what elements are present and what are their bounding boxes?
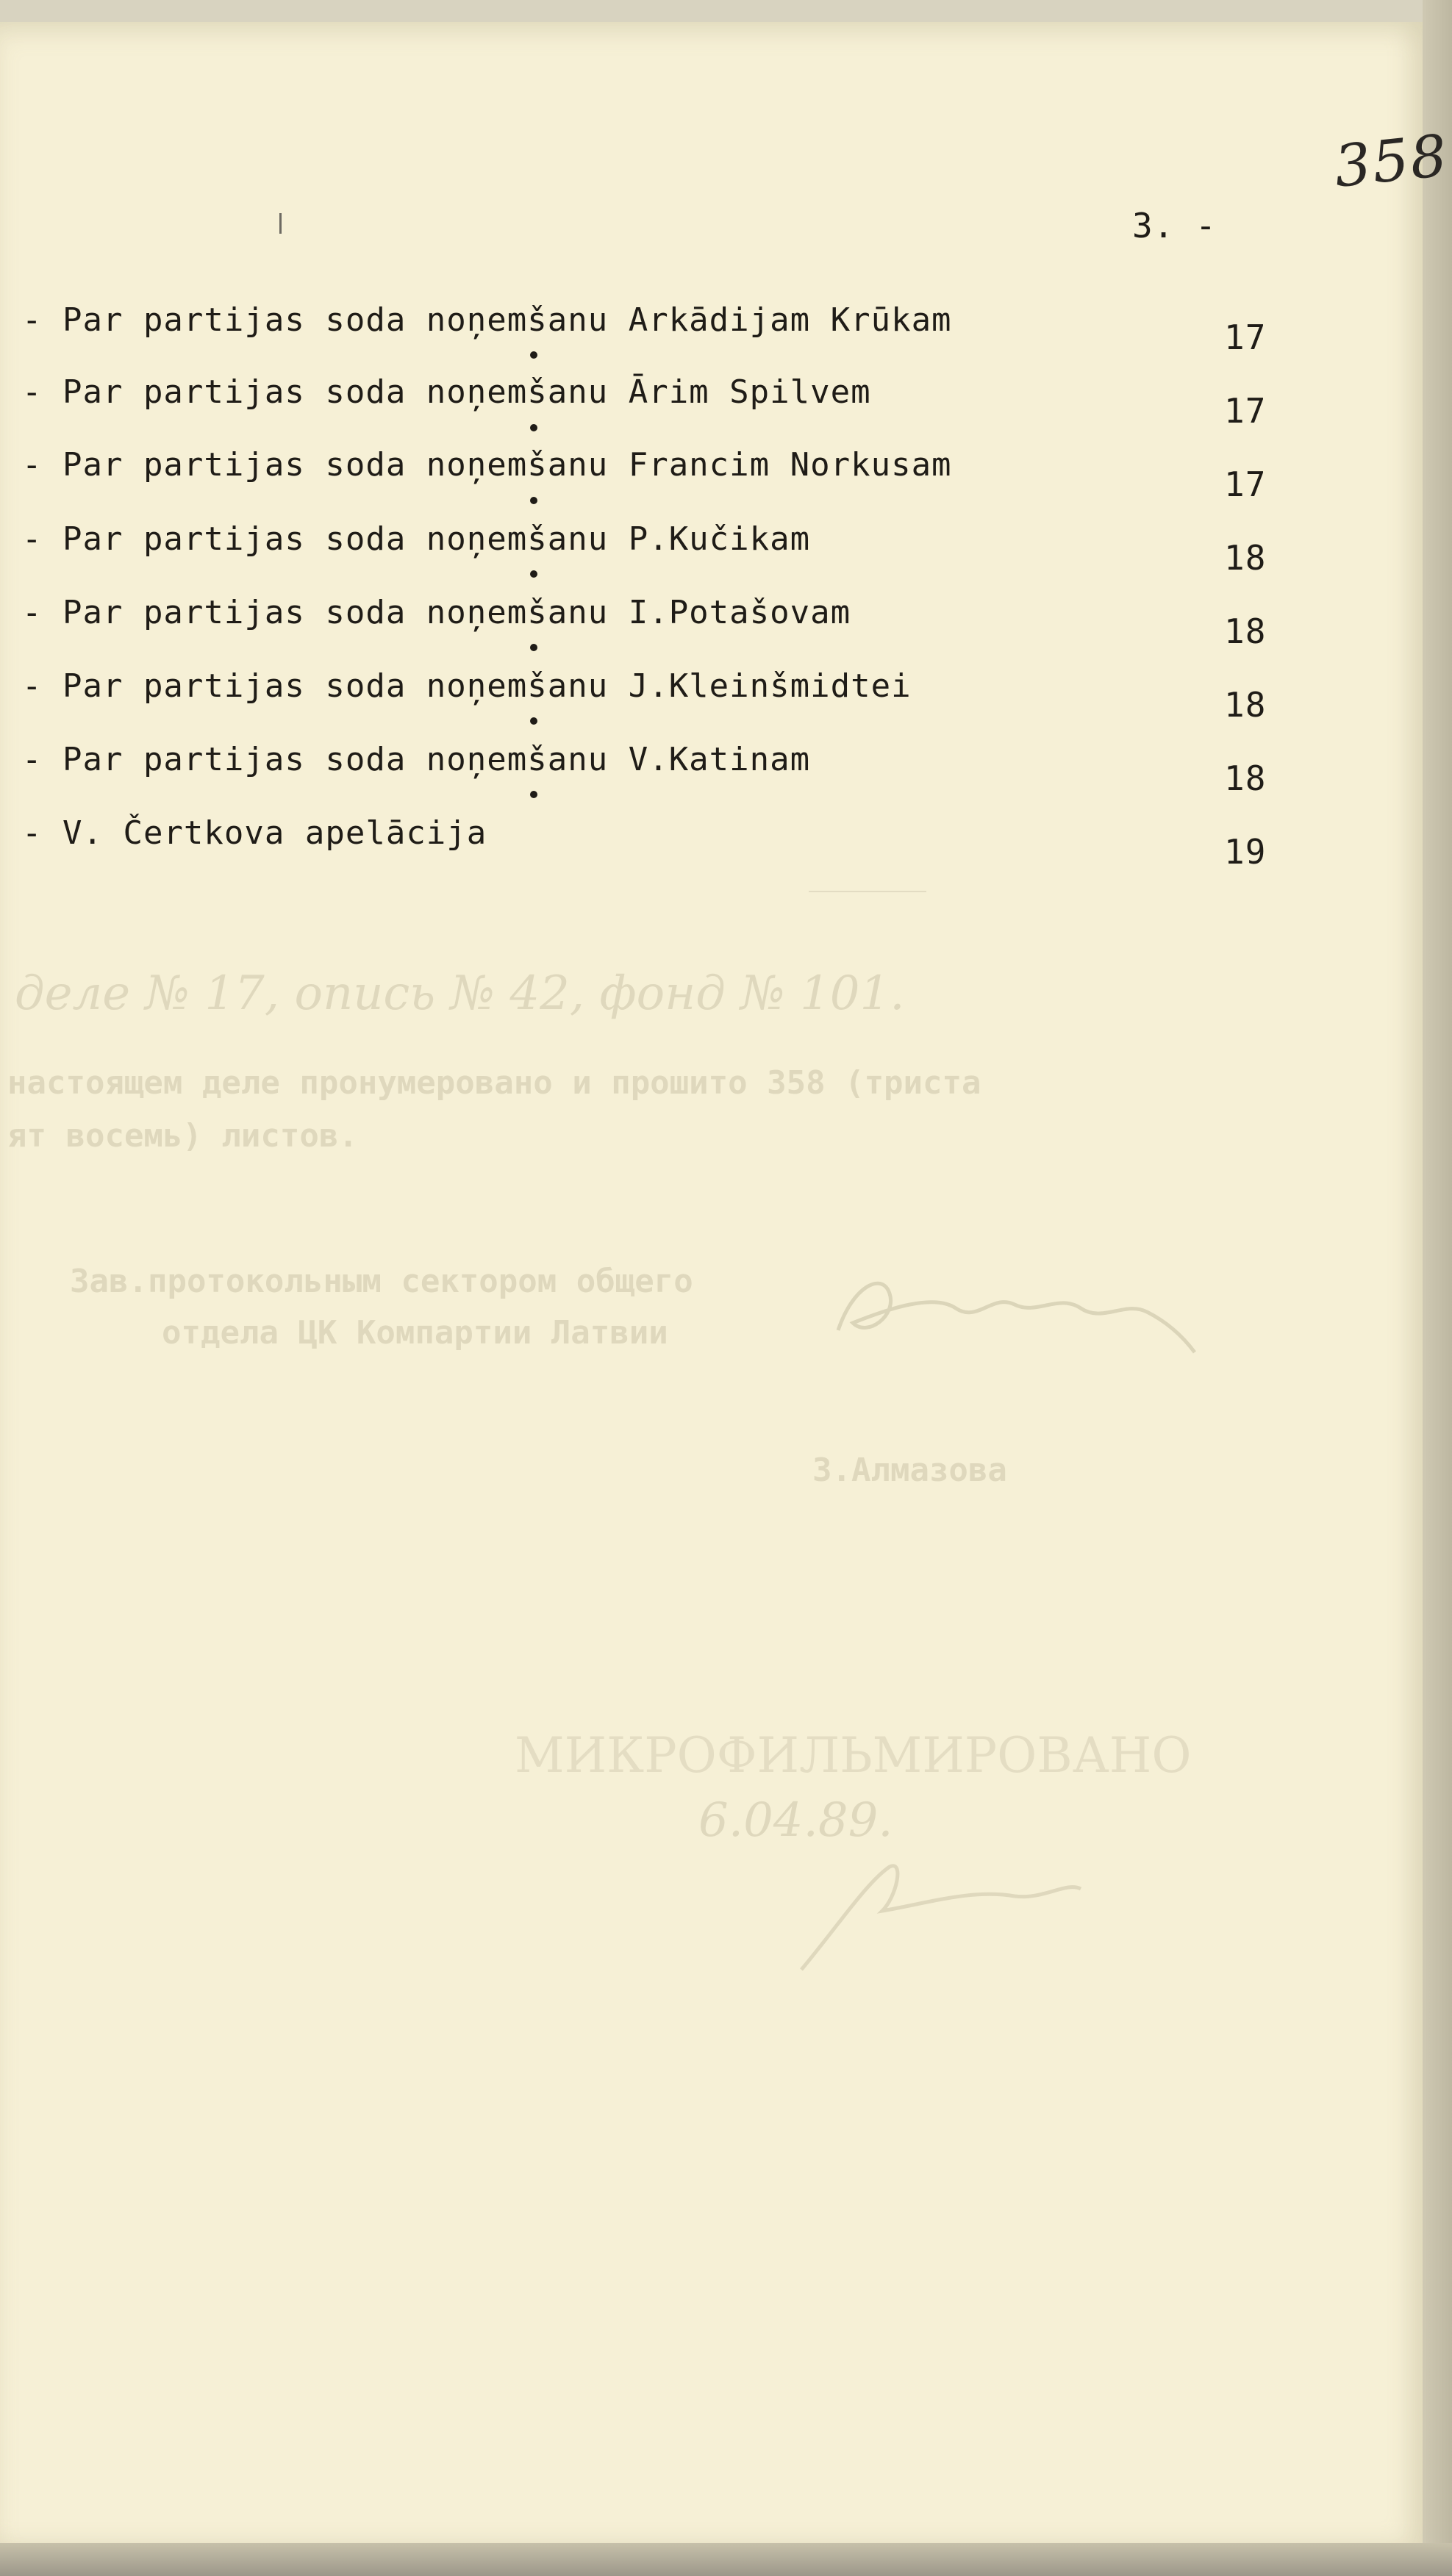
bleed-stamp: МИКРОФИЛЬМИРОВАНО — [515, 1727, 1192, 1784]
list-item-text: - V. Čertkova apelācija — [22, 814, 487, 852]
list-item-text: - Par partijas soda noņemšanu I.Potašovam — [22, 594, 851, 631]
bleed-stamp-date: 6.04.89. — [698, 1793, 893, 1848]
list-item-page: 18 — [1224, 758, 1267, 798]
list-item-text: - Par partijas soda noņemšanu P.Kučikam — [22, 520, 811, 558]
bleed-count-line-2: ят восемь) листов. — [7, 1117, 358, 1155]
ink-dot — [530, 497, 537, 504]
sheet-right-edge — [1423, 0, 1452, 2576]
ink-dot — [530, 570, 537, 578]
bleed-signature — [823, 1242, 1206, 1382]
sheet-bottom-edge — [0, 2543, 1452, 2576]
list-item-text: - Par partijas soda noņemšanu Ārim Spilvem — [22, 373, 871, 411]
bleed-archive-line: деле № 17, опись № 42, фонд № 101. — [15, 966, 905, 1021]
handwritten-page-number: 358 — [1331, 123, 1452, 201]
list-item-text: - Par partijas soda noņemšanu V.Katinam — [22, 741, 811, 778]
ink-dot — [530, 644, 537, 651]
list-item-page: 17 — [1224, 391, 1267, 431]
ink-dot — [530, 717, 537, 725]
list-item-page: 18 — [1224, 538, 1267, 578]
ink-dot — [530, 424, 537, 431]
bleed-count-line-1: настоящем деле пронумеровано и прошито 358 (триста — [7, 1064, 981, 1102]
list-item-text: - Par partijas soda noņemšanu J.Kleinšmidtei — [22, 667, 912, 705]
bleed-official-line-1: Зав.протокольным сектором общего — [70, 1263, 693, 1300]
list-item-page: 19 — [1224, 832, 1267, 872]
list-item-text: - Par partijas soda noņemšanu Francim Norkusam — [22, 446, 952, 484]
faint-rule — [809, 891, 926, 892]
list-item-text: - Par partijas soda noņemšanu Arkādijam Krūkam — [22, 301, 952, 339]
bleed-official-line-2: отдела ЦК Компартии Латвии — [162, 1314, 668, 1352]
list-item-page: 18 — [1224, 611, 1267, 651]
ink-dot — [530, 351, 537, 359]
ink-dot — [530, 791, 537, 798]
list-item-page: 17 — [1224, 464, 1267, 504]
page-marker: 3. - — [1132, 206, 1217, 245]
tick-mark — [279, 213, 282, 234]
list-item-page: 18 — [1224, 685, 1267, 725]
list-item-page: 17 — [1224, 317, 1267, 357]
bleed-initials — [794, 1837, 1088, 1984]
bleed-official-name: З.Алмазова — [812, 1452, 1007, 1489]
